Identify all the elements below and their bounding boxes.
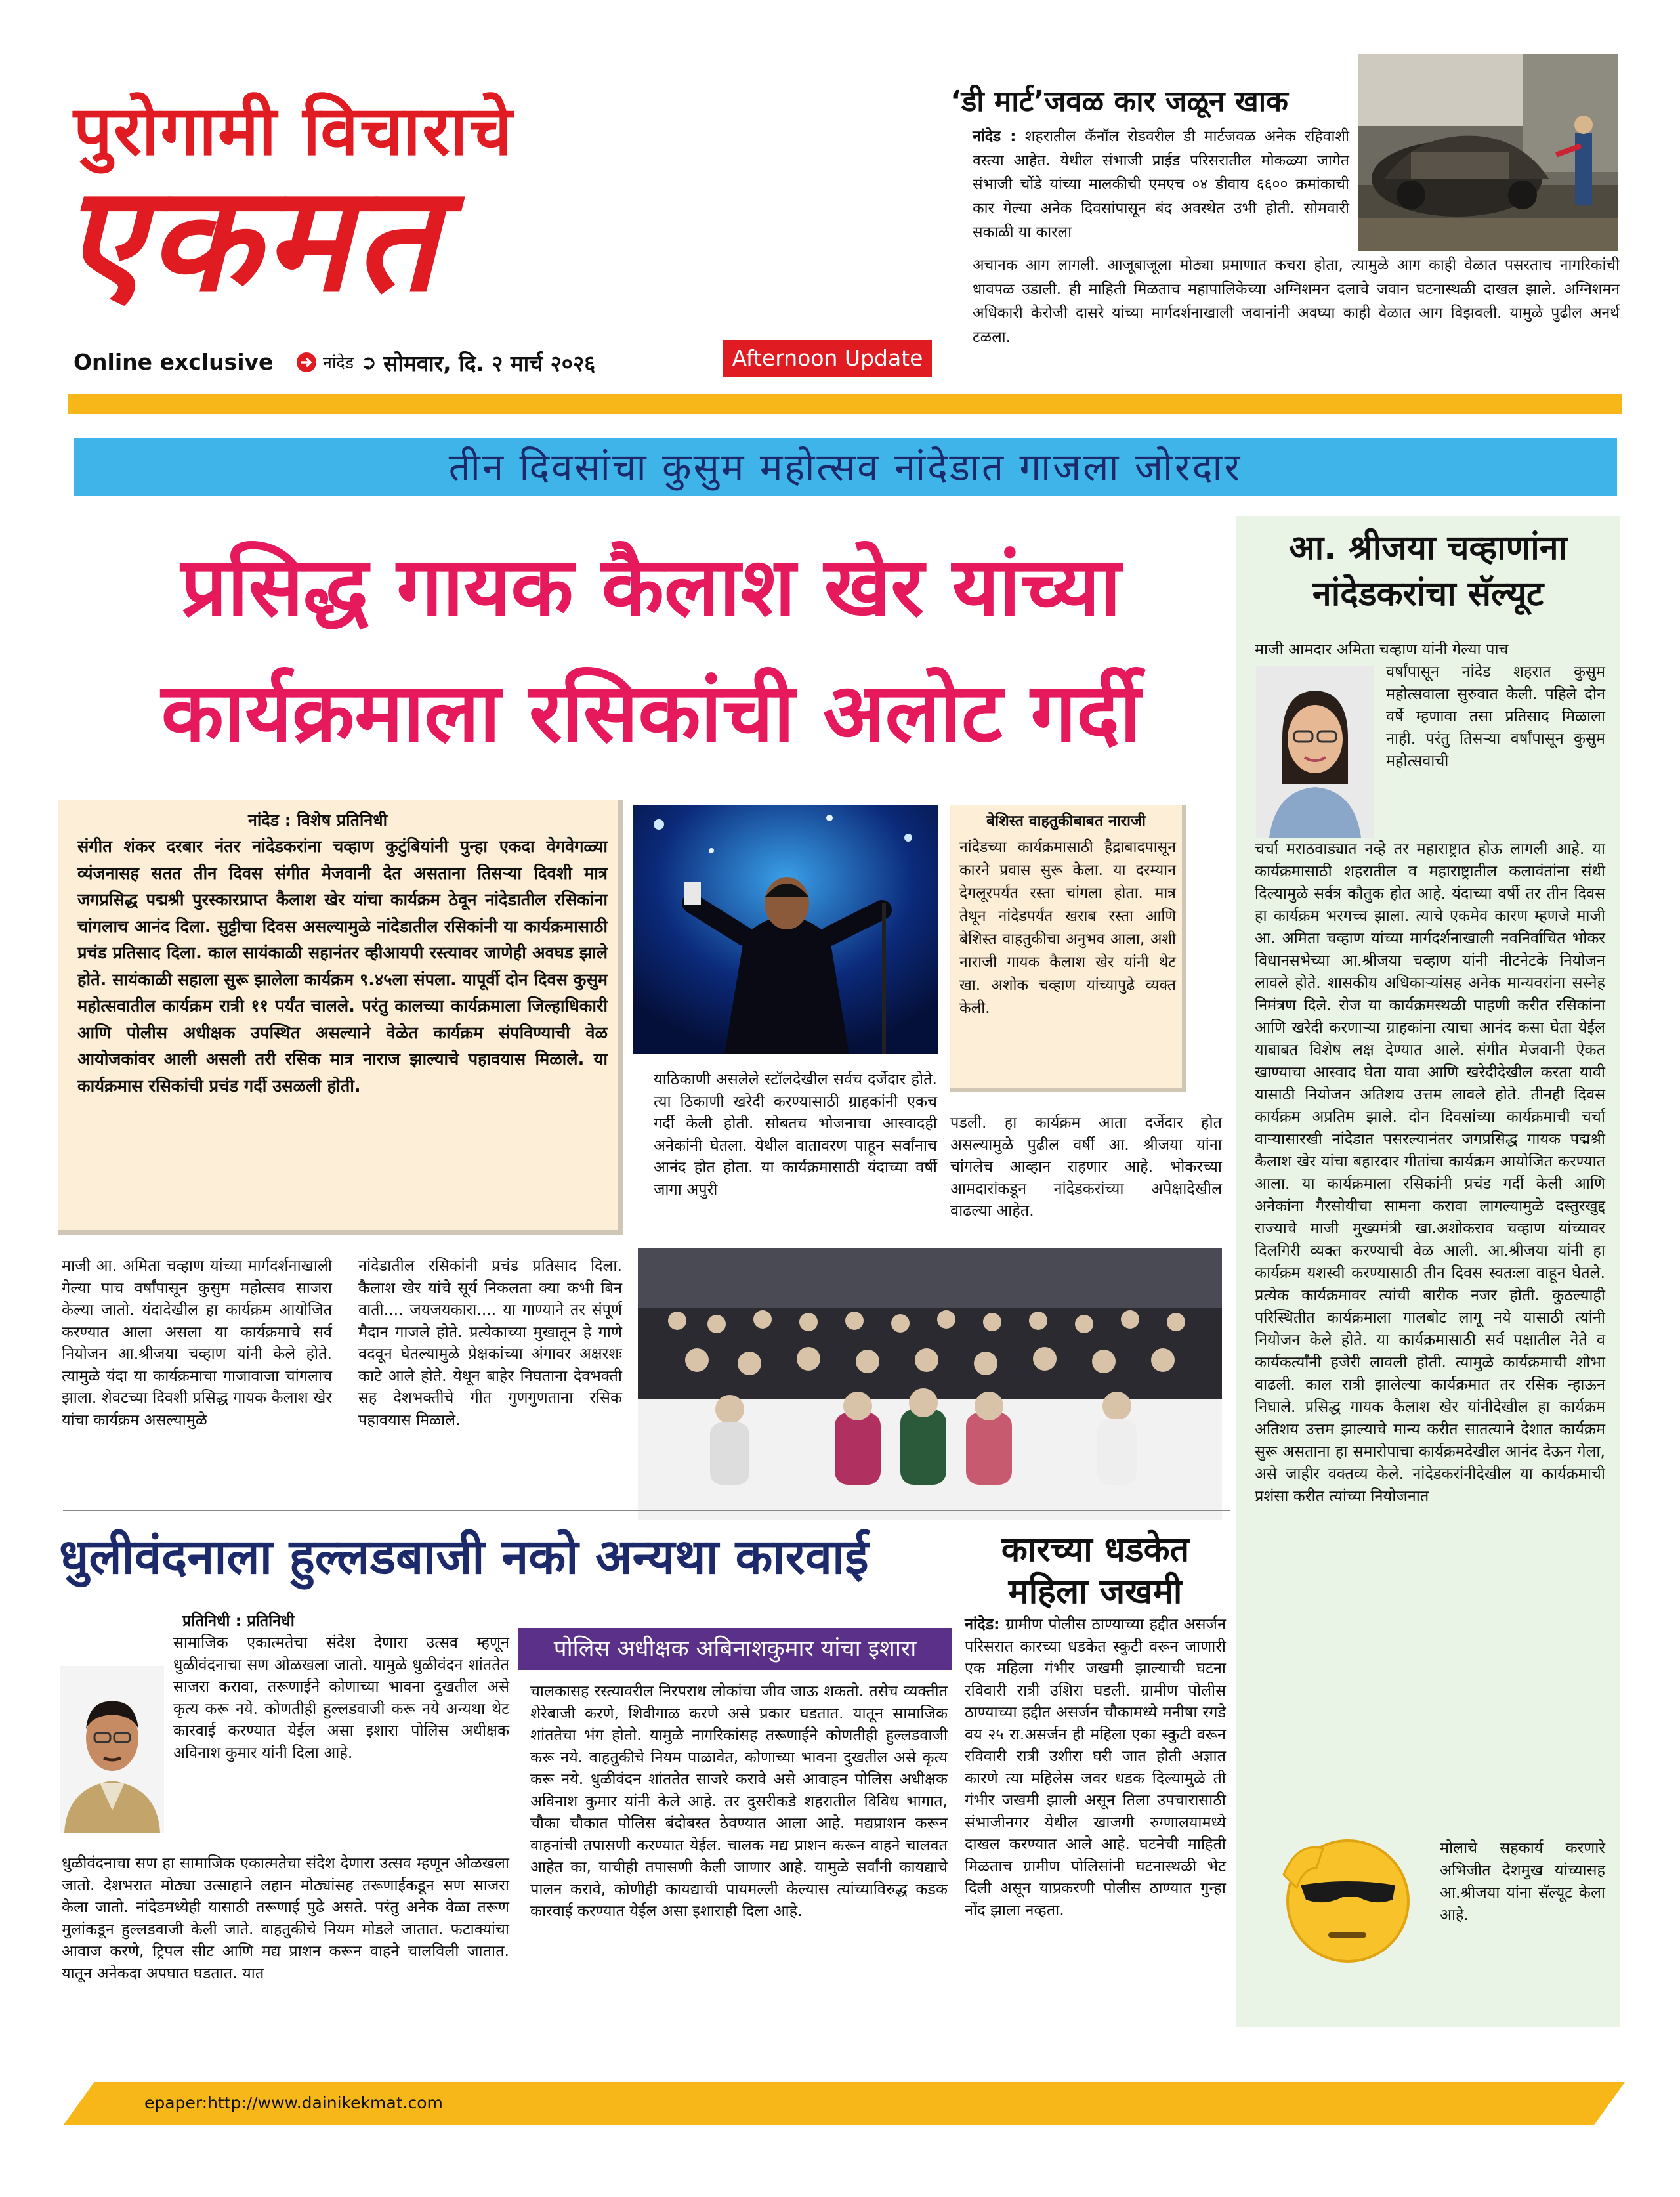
accident-headline-line-1: कारच्या धडकेत xyxy=(1001,1530,1190,1569)
main-headline-line-1: प्रसिद्ध गायक कैलाश खेर यांच्या xyxy=(180,540,1122,635)
shrijaya-beside-emoji: मोलाचे सहकार्य करणारे अभिजीत देशमुख यांच्यासह आ.श्रीजया यांना सॅल्यूट केला आहे. xyxy=(1440,1839,1605,1924)
afternoon-update-badge: Afternoon Update xyxy=(723,340,932,377)
top-story-body-bottom: अचानक आग लागली. आजूबाजूला मोठ्या प्रमाणात कचरा होता, त्यामुळे आग काही वेळात पसरताच नागरिकांची धावपळ उडाली. ही माहिती मिळताच महापालिकेच्या अग्निशमन दलाचे जवान घटनास्थळी दाखल झाले. अग्निशमन अधिकारी केरोजी दासरे यांच्या मार्गदर्शनाखाली जवानांनी अवघ्या काही वेळात आग विझवली. यामुळे पुढील अनर्थ टळला. xyxy=(973,257,1620,346)
festival-banner-text: तीन दिवसांचा कुसुम महोत्सव नांदेडात गाजला जोरदार xyxy=(448,445,1242,490)
main-headline-line-2: कार्यक्रमाला रसिकांची अलोट गर्दी xyxy=(161,666,1141,761)
lead-story-col-d: पडली. हा कार्यक्रम आता दर्जेदार होत असल्यामुळे पुढील वर्षी आ. श्रीजया यांना चांगलेच आव्हान राहणार आहे. भोकरच्या आमदारांकडून नांदेडकरांच्या अपेक्षादेखील वाढल्या आहेत. xyxy=(950,1113,1222,1220)
dhulivandan-body-left: धुळीवंदनाचा सण हा सामाजिक एकात्मतेचा संदेश देणारा उत्सव म्हणून ओळखला जातो. देशभरात मोठ्या उत्साहाने लहान मोठ्यांसह तरूणाईकडून सण साजरा केला जातो. नांदेडमध्येही यासाठी तरूणाई पुढे असते. परंतु अनेक वेळा तरूण मुलांकडून हुल्लडवाजी केली जाते. वाहतुकीचे नियम मोडले जातात. फटाक्यांचा आवाज करणे, ट्रिपल सीट आणि मद्य प्राशन करून वाहने चालविली जातात. यातून अनेकदा अपघात घडतात. यात xyxy=(62,1854,509,1982)
lead-story-box xyxy=(58,800,623,1235)
saluting-emoji-icon xyxy=(1277,1829,1415,1967)
accident-body: नांदेड: ग्रामीण पोलीस ठाण्याच्या हद्दीत असर्जन परिसरात कारच्या धडकेत स्कुटी वरून जाणारी एक महिला गंभीर जखमी झाल्याची घटना रविवारी रात्री उशिरा घडली. ग्रामीण पोलीस ठाण्याच्या हद्दीत असर्जन चौकामध्ये मनीषा रगडे वय २५ रा.असर्जन ही महिला एका स्कुटी वरून रविवारी रात्री उशीरा घरी जात होती अज्ञात कारणे त्या महिलेस जवर धडक दिल्यामुळे ती गंभीर जखमी झाली असून तिला उपचारासाठी संभाजीनगर येथील खाजगी रुग्णालयामध्ये दाखल करण्यात आले आहे. घटनेची माहिती मिळताच ग्रामीण पोलिसांनी घटनास्थळी भेट दिली असून याप्रकरणी पोलीस ठाण्यात गुन्हा नोंद झाला नव्हता. xyxy=(965,1615,1226,1919)
shrijaya-body: चर्चा मराठवाड्यात नव्हे तर महाराष्ट्रात होऊ लागली आहे. या कार्यक्रमासाठी शहरातील व महाराष्ट्रातील कलावंतांना संधी दिल्यामुळे सर्वत्र कौतुक होत आहे. यंदाच्या वर्षी तर तीन दिवस हा कार्यक्रम भरगच्च झाला. त्याचे एकमेव कारण म्हणजे माजी आ. अमिता चव्हाण यांच्या मार्गदर्शनाखाली नवनिर्वाचित भोकर विधानसभेच्या आ.श्रीजया चव्हाण यांनी नीटनेटके नियोजन लावले होते. शासकीय अधिकाऱ्यांसह अनेक मान्यवरांना सस्नेह निमंत्रण दिले. रोज या कार्यक्रमस्थळी पाहणी करीत रसिकांना आणि खरेदी करणाऱ्या ग्राहकांना त्याचा आनंद कसा घेता येईल याबाबत विशेष लक्ष देण्यात आले. संगीत मेजवानी ऐकत खाण्याचा आस्वाद घेता यावा आणि खरेदीदेखील करता यावी यासाठी नियोजन अतिशय उत्तम लावले होते. तीनही दिवस कार्यक्रम अप्रतिम झाले. दोन दिवसांच्या कार्यक्रमाची चर्चा वाऱ्यासारखी नांदेडात पसरल्यानंतर जगप्रसिद्ध गायक पद्मश्री कैलाश खेर यांचा बहारदार गीतांचा कार्यक्रम आयोजित करण्यात आला. या कार्यक्रमाला रसिकांनी प्रचंड गर्दी केली आणि अनेकांना गैरसोयीचा सामना करावा लागल्यामुळे दस्तुरखुद्द राज्याचे माजी मुख्यमंत्री खा.अशोकराव चव्हाण यांच्यावर दिलगिरी व्यक्त करण्याची वेळ आली. आ.श्रीजया यांनी हा कार्यक्रम यशस्वी करण्यासाठी तीन दिवस स्वतःला वाहून घेतले. प्रत्येक कार्यक्रमावर त्यांची बारीक नजर होती. कुठल्याही परिस्थितीत कार्यक्रमाला गालबोट लागू नये यासाठी त्यांनी नियोजन केले होते. या कार्यक्रमासाठी सर्व पक्षातील नेते व कार्यकर्त्यांनी हजेरी लावली होती. त्यामुळे कार्यक्रमाची शोभा वाढली. काल रात्री झालेल्या कार्यक्रमात तर रसिक न्हाऊन निघाले. प्रसिद्ध गायक कैलाश खेर यांनीदेखील हा कार्यक्रम अतिशय उत्तम झाल्याचे मान्य करीत सातत्याने देशात कार्यक्रम सुरू असताना हा समारोपाचा कार्यक्रमदेखील आनंद देऊन गेला, असे जाहीर वक्तव्य केले. नांदेडकरांनीदेखील या कार्यक्रमाची प्रशंसा करीत त्यांच्या नियोजनात xyxy=(1255,840,1605,1505)
dhulivandan-headline: धुलीवंदनाला हुल्लडबाजी नको अन्यथा कारवाई xyxy=(59,1529,869,1585)
shrijaya-photo xyxy=(1256,666,1374,838)
traffic-sidebar-box xyxy=(950,805,1186,1092)
accident-dateline: नांदेड: xyxy=(965,1615,1000,1633)
shrijaya-title-line-1: आ. श्रीजया चव्हाणांना xyxy=(1288,528,1568,568)
traffic-sidebar-body: नांदेडच्या कार्यक्रमासाठी हैद्राबादपासून कारने प्रवास सुरू केला. या दरम्यान देगलूरपर्यंत रस्ता चांगला होता. मात्र तेथून नांदेडपर्यंत खराब रस्ता आणि बेशिस्त वाहतुकीचा अनुभव आला, अशी नाराजी गायक कैलाश खेर यांनी थेट खा. अशोक चव्हाण यांच्यापुढे व्यक्त केली. xyxy=(959,839,1176,1017)
kailash-kher-photo xyxy=(633,805,938,1054)
lead-story-byline: नांदेड : विशेष प्रतिनिधी xyxy=(248,811,388,830)
top-story-headline: ‘डी मार्ट’जवळ कार जळून खाक xyxy=(950,85,1288,118)
shrijaya-column xyxy=(1236,516,1620,2027)
crowd-photo xyxy=(638,1248,1222,1520)
accident-headline-line-2: महिला जखमी xyxy=(1008,1572,1183,1611)
arrow-right-icon xyxy=(297,352,316,372)
police-officer-photo xyxy=(60,1666,164,1833)
lead-story-col-a: माजी आ. अमिता चव्हाण यांच्या मार्गदर्शनाखाली गेल्या पाच वर्षांपासून कुसुम महोत्सव साजरा केल्या जातो. यंदादेखील हा कार्यक्रम आयोजित करण्यात आला असला या कार्यक्रमाचे सर्व नियोजन आ.श्रीजया चव्हाण यांनी केले होते. त्यामुळे यंदा या कार्यक्रमाचा गाजावाजा चांगलाच झाला. शेवटच्या दिवशी प्रसिद्ध गायक कैलाश खेर यांचा कार्यक्रम असल्यामुळे xyxy=(62,1256,332,1429)
section-divider xyxy=(63,1510,1230,1511)
masthead-tagline: पुरोगामी विचाराचे xyxy=(74,91,514,171)
dhulivandan-beside-photo: सामाजिक एकात्मतेचा संदेश देणारा उत्सव म्हणून धुळीवंदनाचा सण ओळखला जातो. यामुळे धुळीवंदन शांततेत साजरा करावा, तरूणाईने कोणाच्या भावना दुखतील असे कृत्य करू नये. कोणतीही हुल्लडवाजी करू नये अन्यथा थेट कारवाई करण्यात येईल असा इशारा पोलिस अधीक्षक अविनाश कुमार यांनी दिला आहे. xyxy=(173,1633,509,1762)
dhulivandan-byline: प्रतिनिधी : प्रतिनिधी xyxy=(182,1611,295,1630)
dhulivandan-subhead: पोलिस अधीक्षक अबिनाशकुमार यांचा इशारा xyxy=(518,1628,952,1670)
shrijaya-title-line-2: नांदेडकरांचा सॅल्यूट xyxy=(1312,574,1544,614)
traffic-sidebar-title: बेशिस्त वाहतुकीबाबत नाराजी xyxy=(986,813,1146,830)
lead-story-col-c: याठिकाणी असलेले स्टॉलदेखील सर्वच दर्जेदार होते. त्या ठिकाणी खरेदी करण्यासाठी ग्राहकांनी एकच गर्दी केली होती. सोबतच भोजनाचा आस्वादही अनेकांनी घेतला. येथील वातावरण पाहून सर्वांनाच आनंद होत होता. या कार्यक्रमासाठी यंदाच्या वर्षी जागा अपुरी xyxy=(654,1070,937,1199)
dateline-city: नांदेड xyxy=(323,353,354,372)
top-yellow-bar xyxy=(68,394,1622,414)
online-exclusive-label: Online exclusive xyxy=(74,349,274,375)
festival-banner xyxy=(74,438,1617,496)
burnt-car-photo xyxy=(1358,54,1618,251)
lead-story-col-b: नांदेडातील रसिकांनी प्रचंड प्रतिसाद दिला. कैलाश खेर यांचे सूर्य निकलता क्या कभी बिन वाती.... जयजयकारा.... या गाण्याने तर संपूर्ण मैदान गाजले होते. प्रत्येकाच्या मुखातून हे गाणे वदवून घेतल्यामुळे प्रेक्षकांच्या अंगावर अक्षरशः काटे आले होते. येथून बाहेर निघताना देवभक्ती सह देशभक्तीचे गीत गुणगुणताना रसिक पहावयास मिळाले. xyxy=(358,1256,622,1429)
dhulivandan-body-right: चालकासह रस्त्यावरील निरपराध लोकांचा जीव जाऊ शकतो. तसेच व्यक्तीत शेरेबाजी करणे, शिवीगाळ करणे असे प्रकार घडतात. यातून सामाजिक शांततेचा भंग होतो. यामुळे नागरिकांसह तरूणाईने कोणतीही हुल्लडवाजी करू नये. वाहतुकीचे नियम पाळावेत, कोणाच्या भावना दुखतील असे कृत्य करू नये. धुळीवंदन शांततेत साजरे करावे असे आवाहन पोलिस अधीक्षक अविनाश कुमार यांनी केले आहे. तर दुसरीकडे शहरातील विविध भागात, चौका चौकात पोलिस बंदोबस्त ठेवण्यात आला आहे. मद्यप्राशन करून वाहनांची तपासणी करण्यात येईल. चालक मद्य प्राशन करून वाहने चालवत आहेत का, याचीही तपासणी केली जाणार आहे. यामुळे सर्वांनी कायद्याचे पालन करावे, कोणीही कायद्याची पायमल्ली केल्यास त्यांच्याविरुद्ध कडक कारवाई करण्यात येईल असा इशाराही दिला आहे. xyxy=(530,1682,948,1920)
curved-arrow-icon: ➲ xyxy=(360,351,377,374)
top-story-dateline: नांदेड : xyxy=(973,128,1017,145)
shrijaya-intro: माजी आमदार अमिता चव्हाण यांनी गेल्या पाच xyxy=(1255,640,1509,658)
dateline-date: सोमवार, दि. २ मार्च २०२६ xyxy=(383,350,596,376)
shrijaya-beside-photo: वर्षांपासून नांदेड शहरात कुसुम महोत्सवाला सुरुवात केली. पहिले दोन वर्षे म्हणावा तसा प्रतिसाद मिळाला नाही. परंतु तिसऱ्या वर्षांपासून कुसुम महोत्सवाची xyxy=(1386,662,1605,770)
epaper-link[interactable]: epaper:http://www.dainikekmat.com xyxy=(144,2093,443,2112)
date-line xyxy=(297,348,595,377)
lead-story-text: संगीत शंकर दरबार नंतर नांदेडकरांना चव्हाण कुटुंबियांनी पुन्हा एकदा वेगवेगळ्या व्यंजनासह सतत तीन दिवस संगीत मेजवानी देत असताना तिसऱ्या दिवशी मात्र जगप्रसिद्ध पद्मश्री पुरस्कारप्राप्त कैलाश खेर यांचा कार्यक्रम ठेवून नांदेडातील रसिकांना चांगलाच आनंद दिला. सुट्टीचा दिवस असल्यामुळे नांदेडातील रसिकांनी या कार्यक्रमासाठी प्रचंड प्रतिसाद दिला. काल सायंकाळी सहानंतर व्हीआयपी रस्त्यावर जाणेही अवघड झाले होते. सायंकाळी सहाला सुरू झालेला कार्यक्रम ९.४५ला संपला. यापूर्वी दोन दिवस कुसुम महोत्सवातील कार्यक्रम रात्री ११ पर्यंत चालले. परंतु कालच्या कार्यक्रमाला जिल्हाधिकारी आणि पोलीस अधीक्षक उपस्थित असल्याने वेळेत कार्यक्रम संपविण्याची वेळ आयोजकांवर आली असली तरी रसिक मात्र नाराज झाल्याचे पहावयास मिळाले. या कार्यक्रमास रसिकांची प्रचंड गर्दी उसळली होती. xyxy=(77,837,608,1096)
masthead-title: एकमत xyxy=(63,155,442,324)
top-story-body-top: नांदेड : शहरातील कॅनॉल रोडवरील डी मार्टजवळ अनेक रहिवाशी वस्त्या आहेत. येथील संभाजी प्राईड परिसरातील मोकळ्या जागेत संभाजी चोंडे यांच्या मालकीची एमएच ०४ डीवाय ६६०० क्रमांकाची कार गेल्या अनेक दिवसांपासून बंद अवस्थेत उभी होती. सोमवारी सकाळी या कारला xyxy=(973,128,1350,241)
